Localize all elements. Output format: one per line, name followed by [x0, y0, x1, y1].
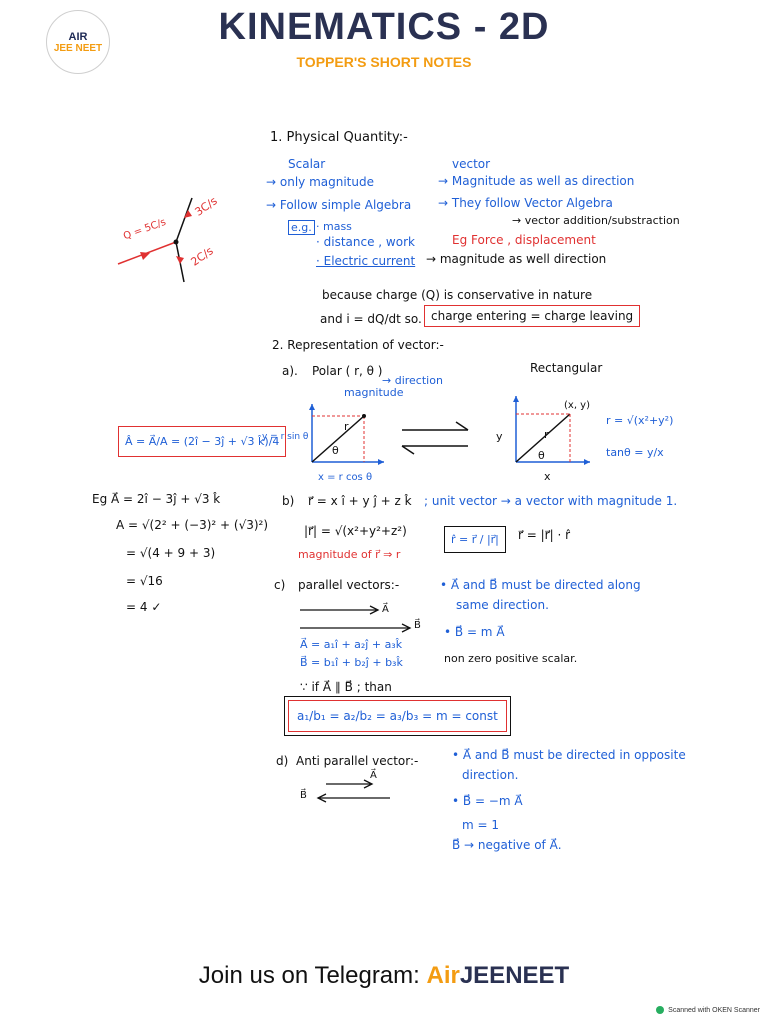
polar-label: Polar ( r, θ ) — [312, 364, 383, 378]
polar-x-label: x = r cos θ — [318, 472, 373, 483]
anti-parallel-arrows — [296, 776, 406, 806]
vector-point-2: → They follow Vector Algebra — [438, 196, 613, 210]
parallel-b-label: B⃗ — [414, 620, 421, 631]
rect-x-label: x — [544, 470, 551, 483]
unit-vector-note: ; unit vector → a vector with magnitude 1. — [424, 494, 678, 508]
scalar-eg-label: e.g. — [288, 220, 315, 235]
logo-line1: AIR — [68, 30, 88, 43]
vector-magnitude-relation: r⃗ = |r⃗| · r̂ — [518, 528, 571, 542]
polar-y-label: y = r sin θ — [262, 432, 309, 442]
footer-brand-air: Air — [426, 962, 460, 989]
because-line: because charge (Q) is conservative in nature — [322, 288, 593, 302]
junction-output-label: 3C/s — [192, 194, 220, 219]
anti-parallel-heading: Anti parallel vector:- — [296, 754, 419, 768]
unit-vector-example-box: Â = A⃗/A = (2î − 3ĵ + √3 k̂)/4 — [118, 426, 286, 457]
current-definition: and i = dQ/dt so. — [320, 312, 422, 326]
scalar-eg-item: · Electric current — [316, 254, 416, 268]
scanner-text: Scanned with OKEN Scanner — [668, 1006, 760, 1014]
anti-parallel-note: direction. — [462, 768, 519, 782]
vector-label: vector — [452, 157, 491, 171]
rect-r-label: r — [544, 428, 549, 441]
position-magnitude: |r⃗| = √(x²+y²+z²) — [304, 524, 407, 538]
scalar-label: Scalar — [288, 157, 326, 171]
polar-r-label: r — [344, 420, 349, 433]
rect-point-label: (x, y) — [564, 400, 590, 411]
polar-direction-note: → direction — [382, 374, 443, 387]
parallel-note: • A⃗ and B⃗ must be directed along — [440, 578, 641, 592]
footer-brand-jeeneet: JEENEET — [459, 962, 570, 989]
example-line: = 4 ✓ — [126, 600, 162, 614]
parallel-condition: ∵ if A⃗ ∥ B⃗ ; than — [300, 680, 392, 694]
junction-output-label: 2C/s — [188, 244, 216, 269]
rect-angle-formula: tanθ = y/x — [606, 446, 664, 459]
anti-a-label: A⃗ — [370, 770, 377, 781]
current-note: → magnitude as well direction — [426, 252, 607, 266]
vector-point-3: → vector addition/substraction — [512, 214, 680, 227]
polar-theta-label: θ — [332, 444, 339, 457]
parallel-note: non zero positive scalar. — [444, 652, 578, 665]
unit-vector-box: r̂ = r⃗ / |r⃗| — [444, 526, 506, 553]
conversion-arrows — [398, 418, 472, 458]
footer-prefix: Join us on Telegram: — [198, 962, 427, 989]
page-subtitle: TOPPER'S SHORT NOTES — [296, 54, 472, 70]
position-vector: r⃗ = x î + y ĵ + z k̂ — [308, 494, 412, 508]
example-line: A = √(2² + (−3)² + (√3)²) — [116, 518, 269, 532]
subsection-d-label: d) — [276, 754, 289, 768]
parallel-a-label: A⃗ — [382, 604, 389, 615]
example-line: = √16 — [126, 574, 163, 588]
parallel-equation: B⃗ = b₁î + b₂ĵ + b₃k̂ — [300, 656, 403, 669]
parallel-note: same direction. — [456, 598, 549, 612]
parallel-heading: parallel vectors:- — [298, 578, 400, 592]
rect-theta-label: θ — [538, 449, 545, 462]
subsection-b-label: b) — [282, 494, 295, 508]
junction-input-label: Q = 5C/s — [122, 216, 168, 243]
scalar-point-2: → Follow simple Algebra — [266, 198, 412, 212]
vector-point-1: → Magnitude as well as direction — [438, 174, 635, 188]
anti-parallel-note: • B⃗ = −m A⃗ — [452, 794, 523, 808]
example-line: = √(4 + 9 + 3) — [126, 546, 216, 560]
polar-magnitude-note: magnitude — [344, 386, 404, 399]
parallel-equation: A⃗ = a₁î + a₂ĵ + a₃k̂ — [300, 638, 403, 651]
rect-y-label: y — [496, 430, 503, 443]
parallel-ratio-box: a₁/b₁ = a₂/b₂ = a₃/b₃ = m = const — [288, 700, 507, 732]
rectangular-label: Rectangular — [530, 361, 603, 375]
footer-telegram — [0, 962, 768, 990]
section1-heading: 1. Physical Quantity:- — [270, 130, 408, 145]
scalar-point-1: → only magnitude — [266, 175, 374, 189]
anti-parallel-note: • A⃗ and B⃗ must be directed in opposite — [452, 748, 686, 762]
scalar-eg-item: · mass — [316, 220, 352, 233]
magnitude-note: magnitude of r⃗ ⇒ r — [298, 548, 401, 561]
rect-magnitude-formula: r = √(x²+y²) — [606, 414, 674, 427]
example-line: Eg A⃗ = 2î − 3ĵ + √3 k̂ — [92, 492, 221, 506]
subsection-c-label: c) — [274, 578, 286, 592]
scalar-eg-item: · distance , work — [316, 235, 415, 249]
page-title: KINEMATICS - 2D — [218, 6, 550, 48]
charge-conservation-box: charge entering = charge leaving — [424, 305, 640, 327]
vector-eg: Eg Force , displacement — [452, 233, 596, 247]
parallel-note: • B⃗ = m A⃗ — [444, 625, 505, 639]
anti-b-label: B⃗ — [300, 790, 307, 801]
section2-heading: 2. Representation of vector:- — [272, 338, 444, 352]
anti-parallel-note: B⃗ → negative of A⃗. — [452, 838, 562, 852]
scanner-watermark — [656, 1006, 760, 1014]
anti-parallel-note: m = 1 — [462, 818, 500, 832]
logo-line2: JEE NEET — [53, 42, 103, 54]
scanner-icon — [656, 1006, 664, 1014]
subsection-a-label: a). — [282, 364, 298, 378]
